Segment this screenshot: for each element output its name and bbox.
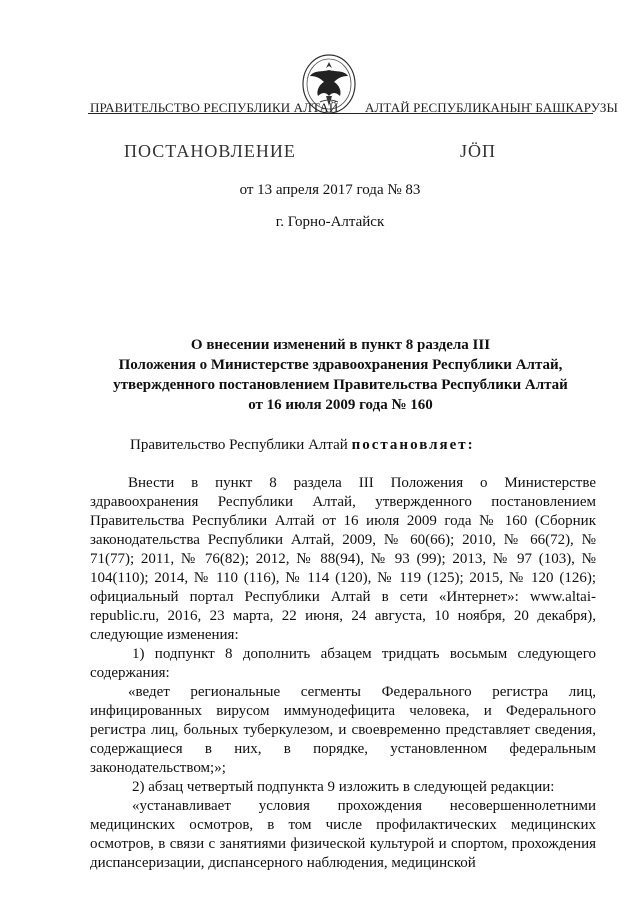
doc-type-russian: ПОСТАНОВЛЕНИЕ — [124, 141, 296, 161]
decree-statement — [130, 437, 475, 454]
document-title — [88, 335, 593, 415]
decree-date-number: от 13 апреля 2017 года № 83 — [239, 182, 421, 198]
body-paragraph: «ведет региональные сегменты Федерального регистра лиц, инфицированных вирусом иммунодефицита человека, и Федерального регистра лиц, больных туберкулезом, и своевременно представляет сведения, содержащиеся в них, в порядке, установленном федеральным законодательством;»; — [90, 684, 596, 776]
doc-type-altai: JÖП — [460, 141, 497, 161]
body-paragraph: 2) абзац четвертый подпункта 9 изложить в следующей редакции: — [132, 779, 555, 795]
body-paragraph: Внести в пункт 8 раздела III Положения о Министерстве здравоохранения Республики Алтай, утвержденного постановлением Правительства Республики Алтай от 16 июля 2009 года № 160 (Сборник законодательства Республики Алтай, 2009, № 60(66); 2010, № 66(72), № 71(77); 2011, № 76(82); 2012, № 88(94), № 93 (99); 2013, № 97 (103), № 104(110); 2014, № 110 (116), № 114 (120), № 119 (125); 2015, № 120 (126); официальный портал Республики Алтай в сети «Интернет»: www.altai-republic.ru, 2016, 23 марта, 22 июня, 24 августа, 10 ноября, 20 декабря), следующие изменения: — [90, 475, 596, 643]
document-body — [90, 474, 596, 873]
government-name-altai: АЛТАЙ РЕСПУБЛИКАНЫҤ БАШКАРУЗЫ — [365, 100, 618, 115]
body-paragraph: 1) подпункт 8 дополнить абзацем тридцать восьмым следующего содержания: — [90, 646, 596, 681]
government-name-russian: ПРАВИТЕЛЬСТВО РЕСПУБЛИКИ АЛТАЙ — [90, 100, 339, 115]
body-paragraph: «устанавливает условия прохождения несовершеннолетними медицинских осмотров, в том числе профилактических медицинских осмотров, в связи с занятиями физической культурой и спортом, прохождения диспансеризации, диспансерного наблюдения, медицинской — [90, 798, 596, 871]
decree-city: г. Горно-Алтайск — [275, 214, 385, 230]
decree-subject: Правительство Республики Алтай — [130, 437, 352, 453]
decree-verb: постановляет: — [351, 437, 475, 453]
title-line: Положения о Министерстве здравоохранения Республики Алтай, — [118, 357, 563, 373]
title-line: утвержденного постановлением Правительства Республики Алтай — [113, 377, 568, 393]
title-line: О внесении изменений в пункт 8 раздела III — [190, 337, 491, 353]
title-line: от 16 июля 2009 года № 160 — [248, 397, 433, 413]
header-divider — [88, 113, 593, 114]
